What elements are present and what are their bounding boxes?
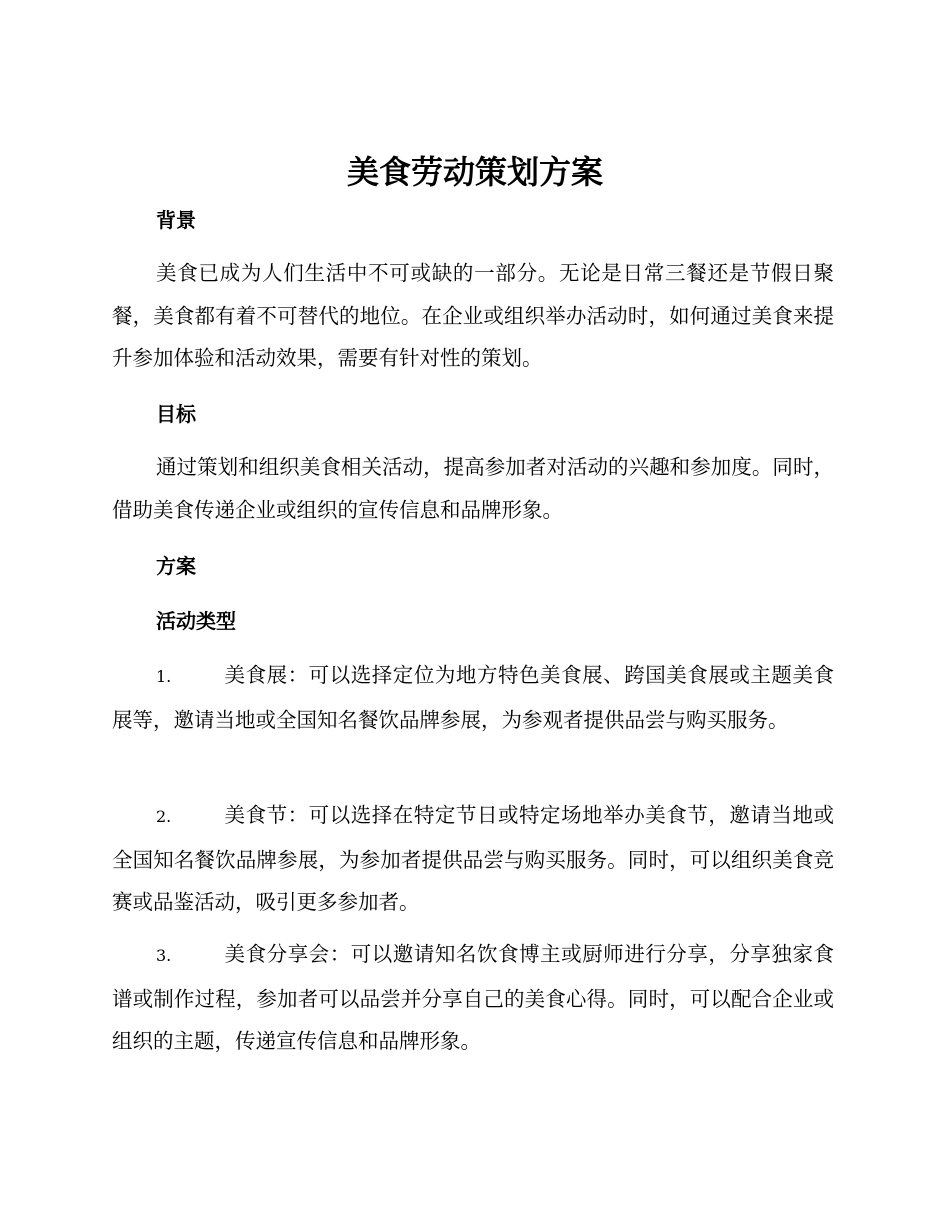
- document-title: 美食劳动策划方案: [346, 153, 603, 191]
- list-item-number: 2.: [156, 807, 172, 826]
- section-heading-background: 背景: [156, 208, 196, 232]
- list-item-text: 美食展：可以选择定位为地方特色美食展、跨国美食展或主题美食展等，邀请当地或全国知名餐饮品牌参展，为参观者提供品尝与购买服务。: [112, 663, 834, 732]
- list-item: [112, 794, 834, 924]
- background-paragraph: 美食已成为人们生活中不可或缺的一部分。无论是日常三餐还是节假日聚餐，美食都有着不可替代的地位。在企业或组织举办活动时，如何通过美食来提升参加体验和活动效果，需要有针对性的策划。: [112, 261, 834, 370]
- list-item-text: 美食节：可以选择在特定节日或特定场地举办美食节，邀请当地或全国知名餐饮品牌参展，为参加者提供品尝与购买服务。同时，可以组织美食竞赛或品鉴活动，吸引更多参加者。: [112, 803, 834, 914]
- section-heading-goal: 目标: [156, 402, 196, 426]
- list-item: [112, 654, 834, 741]
- list-item-number: 1.: [156, 667, 172, 686]
- list-item: [112, 933, 834, 1063]
- goal-paragraph: 通过策划和组织美食相关活动，提高参加者对活动的兴趣和参加度。同时，借助美食传递企业或组织的宣传信息和品牌形象。: [112, 455, 834, 522]
- section-heading-plan: 方案: [156, 554, 196, 578]
- subheading-activity-types: 活动类型: [156, 609, 236, 633]
- list-item-text: 美食分享会：可以邀请知名饮食博主或厨师进行分享，分享独家食谱或制作过程，参加者可以品尝并分享自己的美食心得。同时，可以配合企业或组织的主题，传递宣传信息和品牌形象。: [112, 942, 834, 1053]
- list-item-number: 3.: [156, 946, 172, 965]
